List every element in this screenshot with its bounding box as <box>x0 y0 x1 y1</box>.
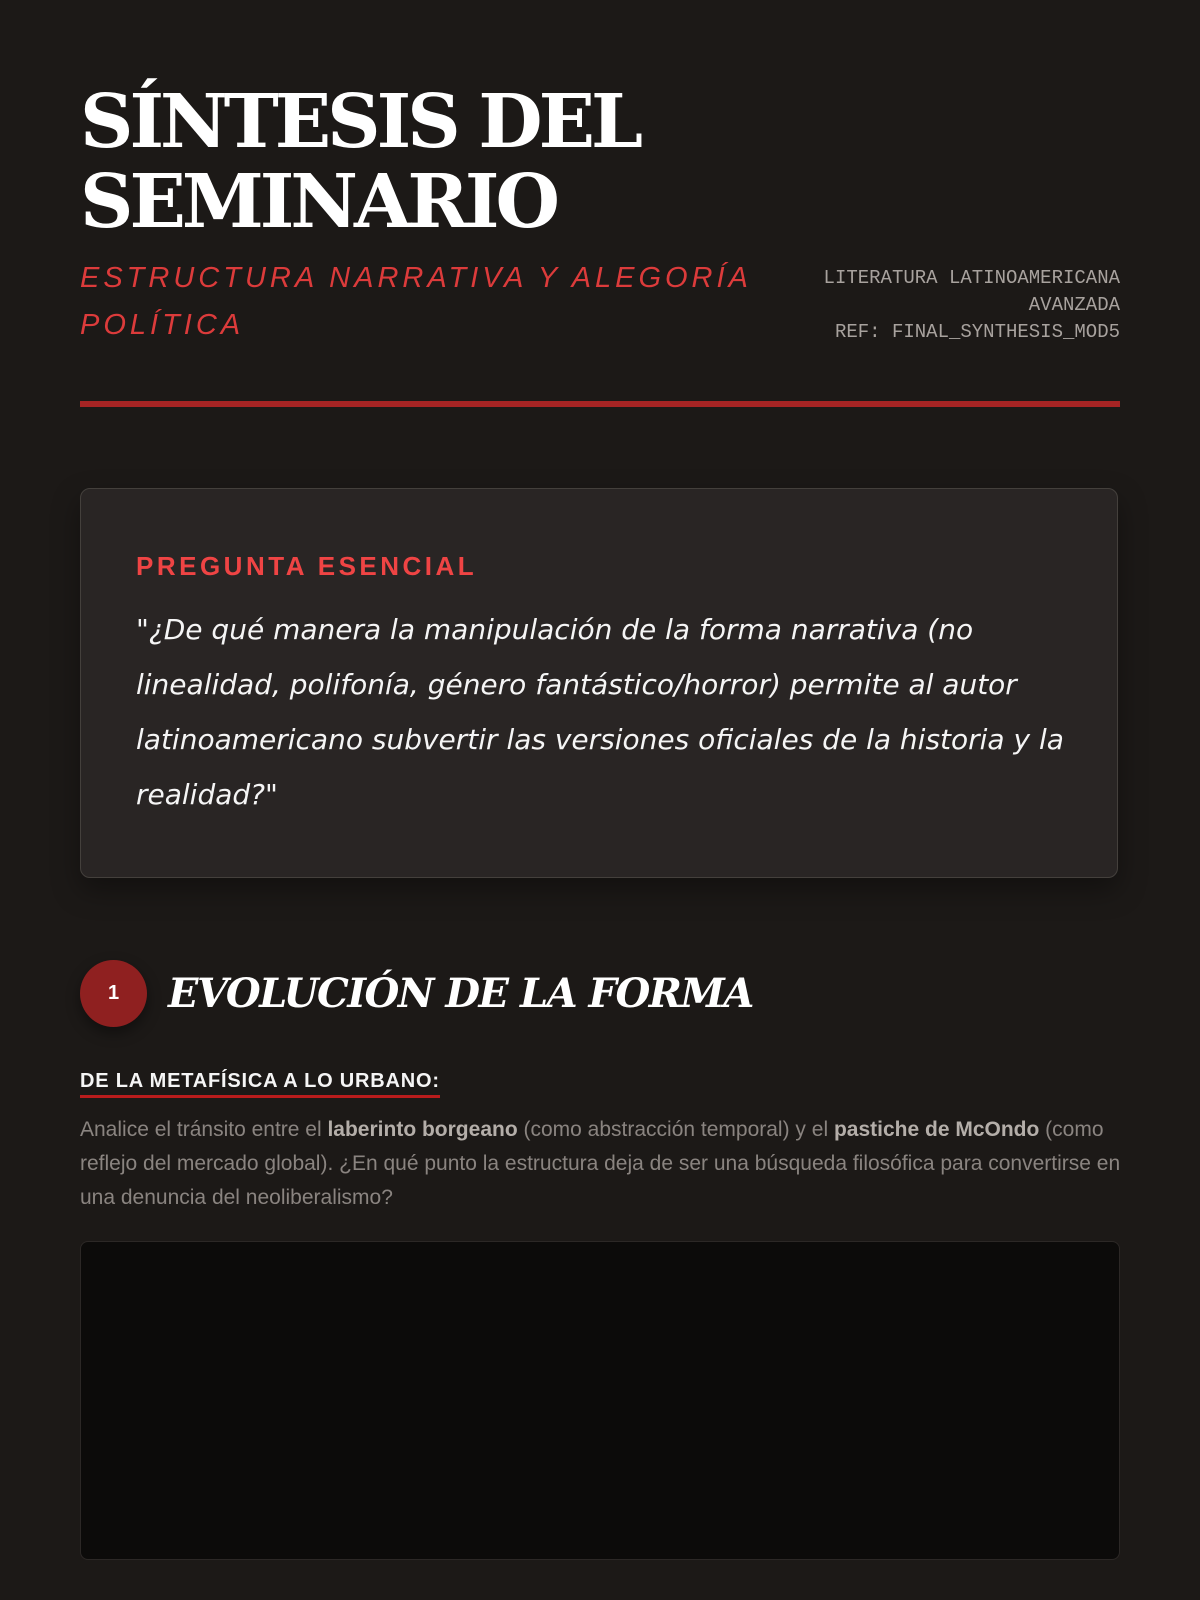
course-name: LITERATURA LATINOAMERICANA AVANZADA <box>823 267 1120 316</box>
essential-question-label: PREGUNTA ESENCIAL <box>136 551 478 581</box>
page-subtitle: ESTRUCTURA NARRATIVA Y ALEGORÍA POLÍTICA <box>80 262 752 341</box>
section-prompt <box>80 1113 1130 1215</box>
page-title: SÍNTESIS DEL SEMINARIO <box>80 79 640 245</box>
section-number-badge: 1 <box>80 960 147 1027</box>
essential-question-card <box>80 488 1118 878</box>
header-divider <box>80 401 1120 407</box>
prompt-text: (como reflejo del mercado global). ¿En qué punto la estructura deja de ser una búsqueda filosófica para convertirse en una denuncia del neoliberalismo? <box>80 1118 1121 1209</box>
answer-textarea[interactable] <box>80 1241 1120 1560</box>
reference-code: REF: FINAL_SYNTHESIS_MOD5 <box>834 321 1120 343</box>
section-title: EVOLUCIÓN DE LA FORMA <box>168 970 753 1017</box>
essential-question-text: "¿De qué manera la manipulación de la forma narrativa (no linealidad, polifonía, género fantástico/horror) permite al autor latinoamericano subvertir las versiones oficiales de la historia y la realidad?" <box>136 613 1064 811</box>
prompt-emphasis: pastiche de McOndo <box>833 1118 1040 1141</box>
course-meta <box>700 265 1120 346</box>
section-subheading: DE LA METAFÍSICA A LO URBANO: <box>80 1070 440 1098</box>
prompt-emphasis: laberinto borgeano <box>327 1118 518 1141</box>
prompt-text: (como abstracción temporal) y el <box>517 1118 834 1141</box>
prompt-text: Analice el tránsito entre el <box>80 1118 328 1141</box>
